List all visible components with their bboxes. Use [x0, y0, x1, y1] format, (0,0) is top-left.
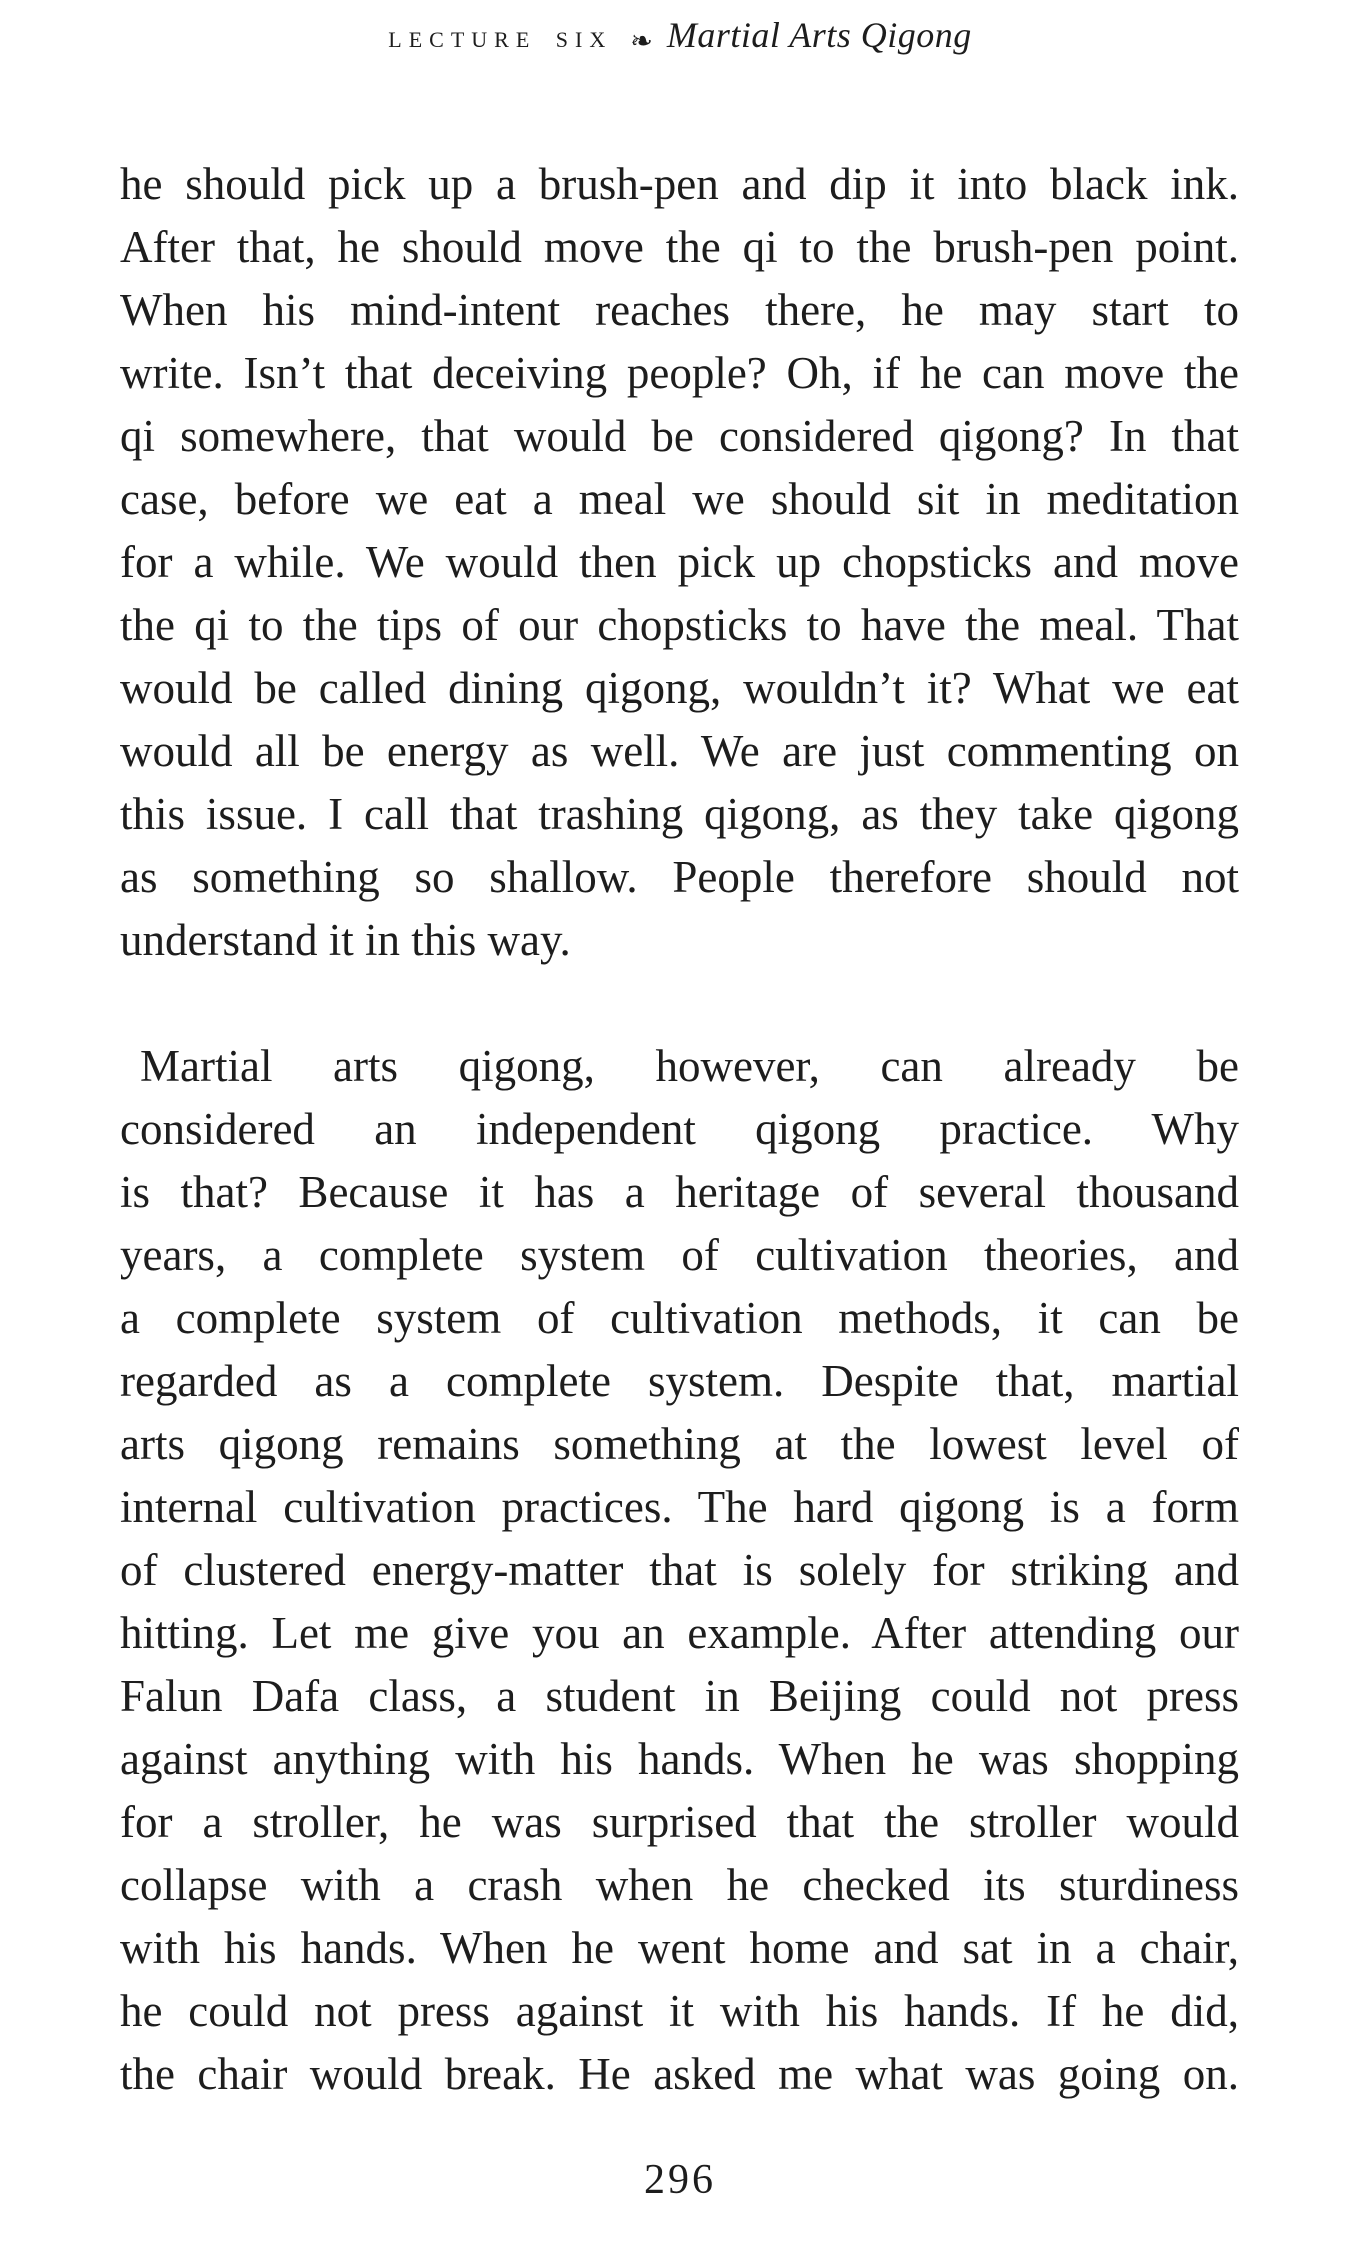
text-line: qi somewhere, that would be considered qigong? In that [120, 411, 1239, 461]
text-line: the chair would break. He asked me what was going on. [120, 2049, 1239, 2099]
text-line: case, before we eat a meal we should sit in meditation [120, 474, 1239, 524]
text-line: would be called dining qigong, wouldn’t it? What we eat [120, 663, 1239, 713]
text-line: write. Isn’t that deceiving people? Oh, if he can move the [120, 348, 1239, 398]
text-line: with his hands. When he went home and sat in a chair, [120, 1923, 1239, 1973]
text-line: for a while. We would then pick up chopsticks and move [120, 537, 1239, 587]
text-line: of clustered energy-matter that is solely for striking and [120, 1545, 1239, 1595]
text-line: this issue. I call that trashing qigong, as they take qigong [120, 789, 1239, 839]
text-line: When his mind-intent reaches there, he may start to [120, 285, 1239, 335]
text-line: considered an independent qigong practice. Why [120, 1104, 1239, 1154]
text-line: internal cultivation practices. The hard qigong is a form [120, 1482, 1239, 1532]
text-line: is that? Because it has a heritage of several thousand [120, 1167, 1239, 1217]
fleuron-ornament-icon: ❧ [630, 26, 653, 57]
text-line: would all be energy as well. We are just commenting on [120, 726, 1239, 776]
text-line: hitting. Let me give you an example. After attending our [120, 1608, 1239, 1658]
text-line: he should pick up a brush-pen and dip it into black ink. [120, 159, 1239, 209]
text-line: a complete system of cultivation methods, it can be [120, 1293, 1239, 1343]
text-line: for a stroller, he was surprised that the stroller would [120, 1797, 1239, 1847]
text-line: arts qigong remains something at the lowest level of [120, 1419, 1239, 1469]
running-header [0, 14, 1360, 56]
text-line: understand it in this way. [120, 915, 571, 965]
text-line: he could not press against it with his hands. If he did, [120, 1986, 1239, 2036]
text-line: years, a complete system of cultivation theories, and [120, 1230, 1239, 1280]
page-number: 296 [644, 2157, 716, 2203]
header-section-label: LECTURE SIX [388, 27, 613, 52]
text-line: regarded as a complete system. Despite that, martial [120, 1356, 1239, 1406]
text-line: the qi to the tips of our chopsticks to have the meal. That [120, 600, 1239, 650]
text-line: collapse with a crash when he checked its sturdiness [120, 1860, 1239, 1910]
text-line: as something so shallow. People therefore should not [120, 852, 1239, 902]
text-line: Falun Dafa class, a student in Beijing could not press [120, 1671, 1239, 1721]
text-line: After that, he should move the qi to the brush-pen point. [120, 222, 1239, 272]
text-line: against anything with his hands. When he was shopping [120, 1734, 1239, 1784]
text-block [120, 153, 1239, 2106]
text-line: Martial arts qigong, however, can already be [140, 1041, 1239, 1091]
header-chapter-title: Martial Arts Qigong [666, 15, 972, 55]
paragraph [120, 1035, 1239, 2106]
paragraph [120, 153, 1239, 972]
